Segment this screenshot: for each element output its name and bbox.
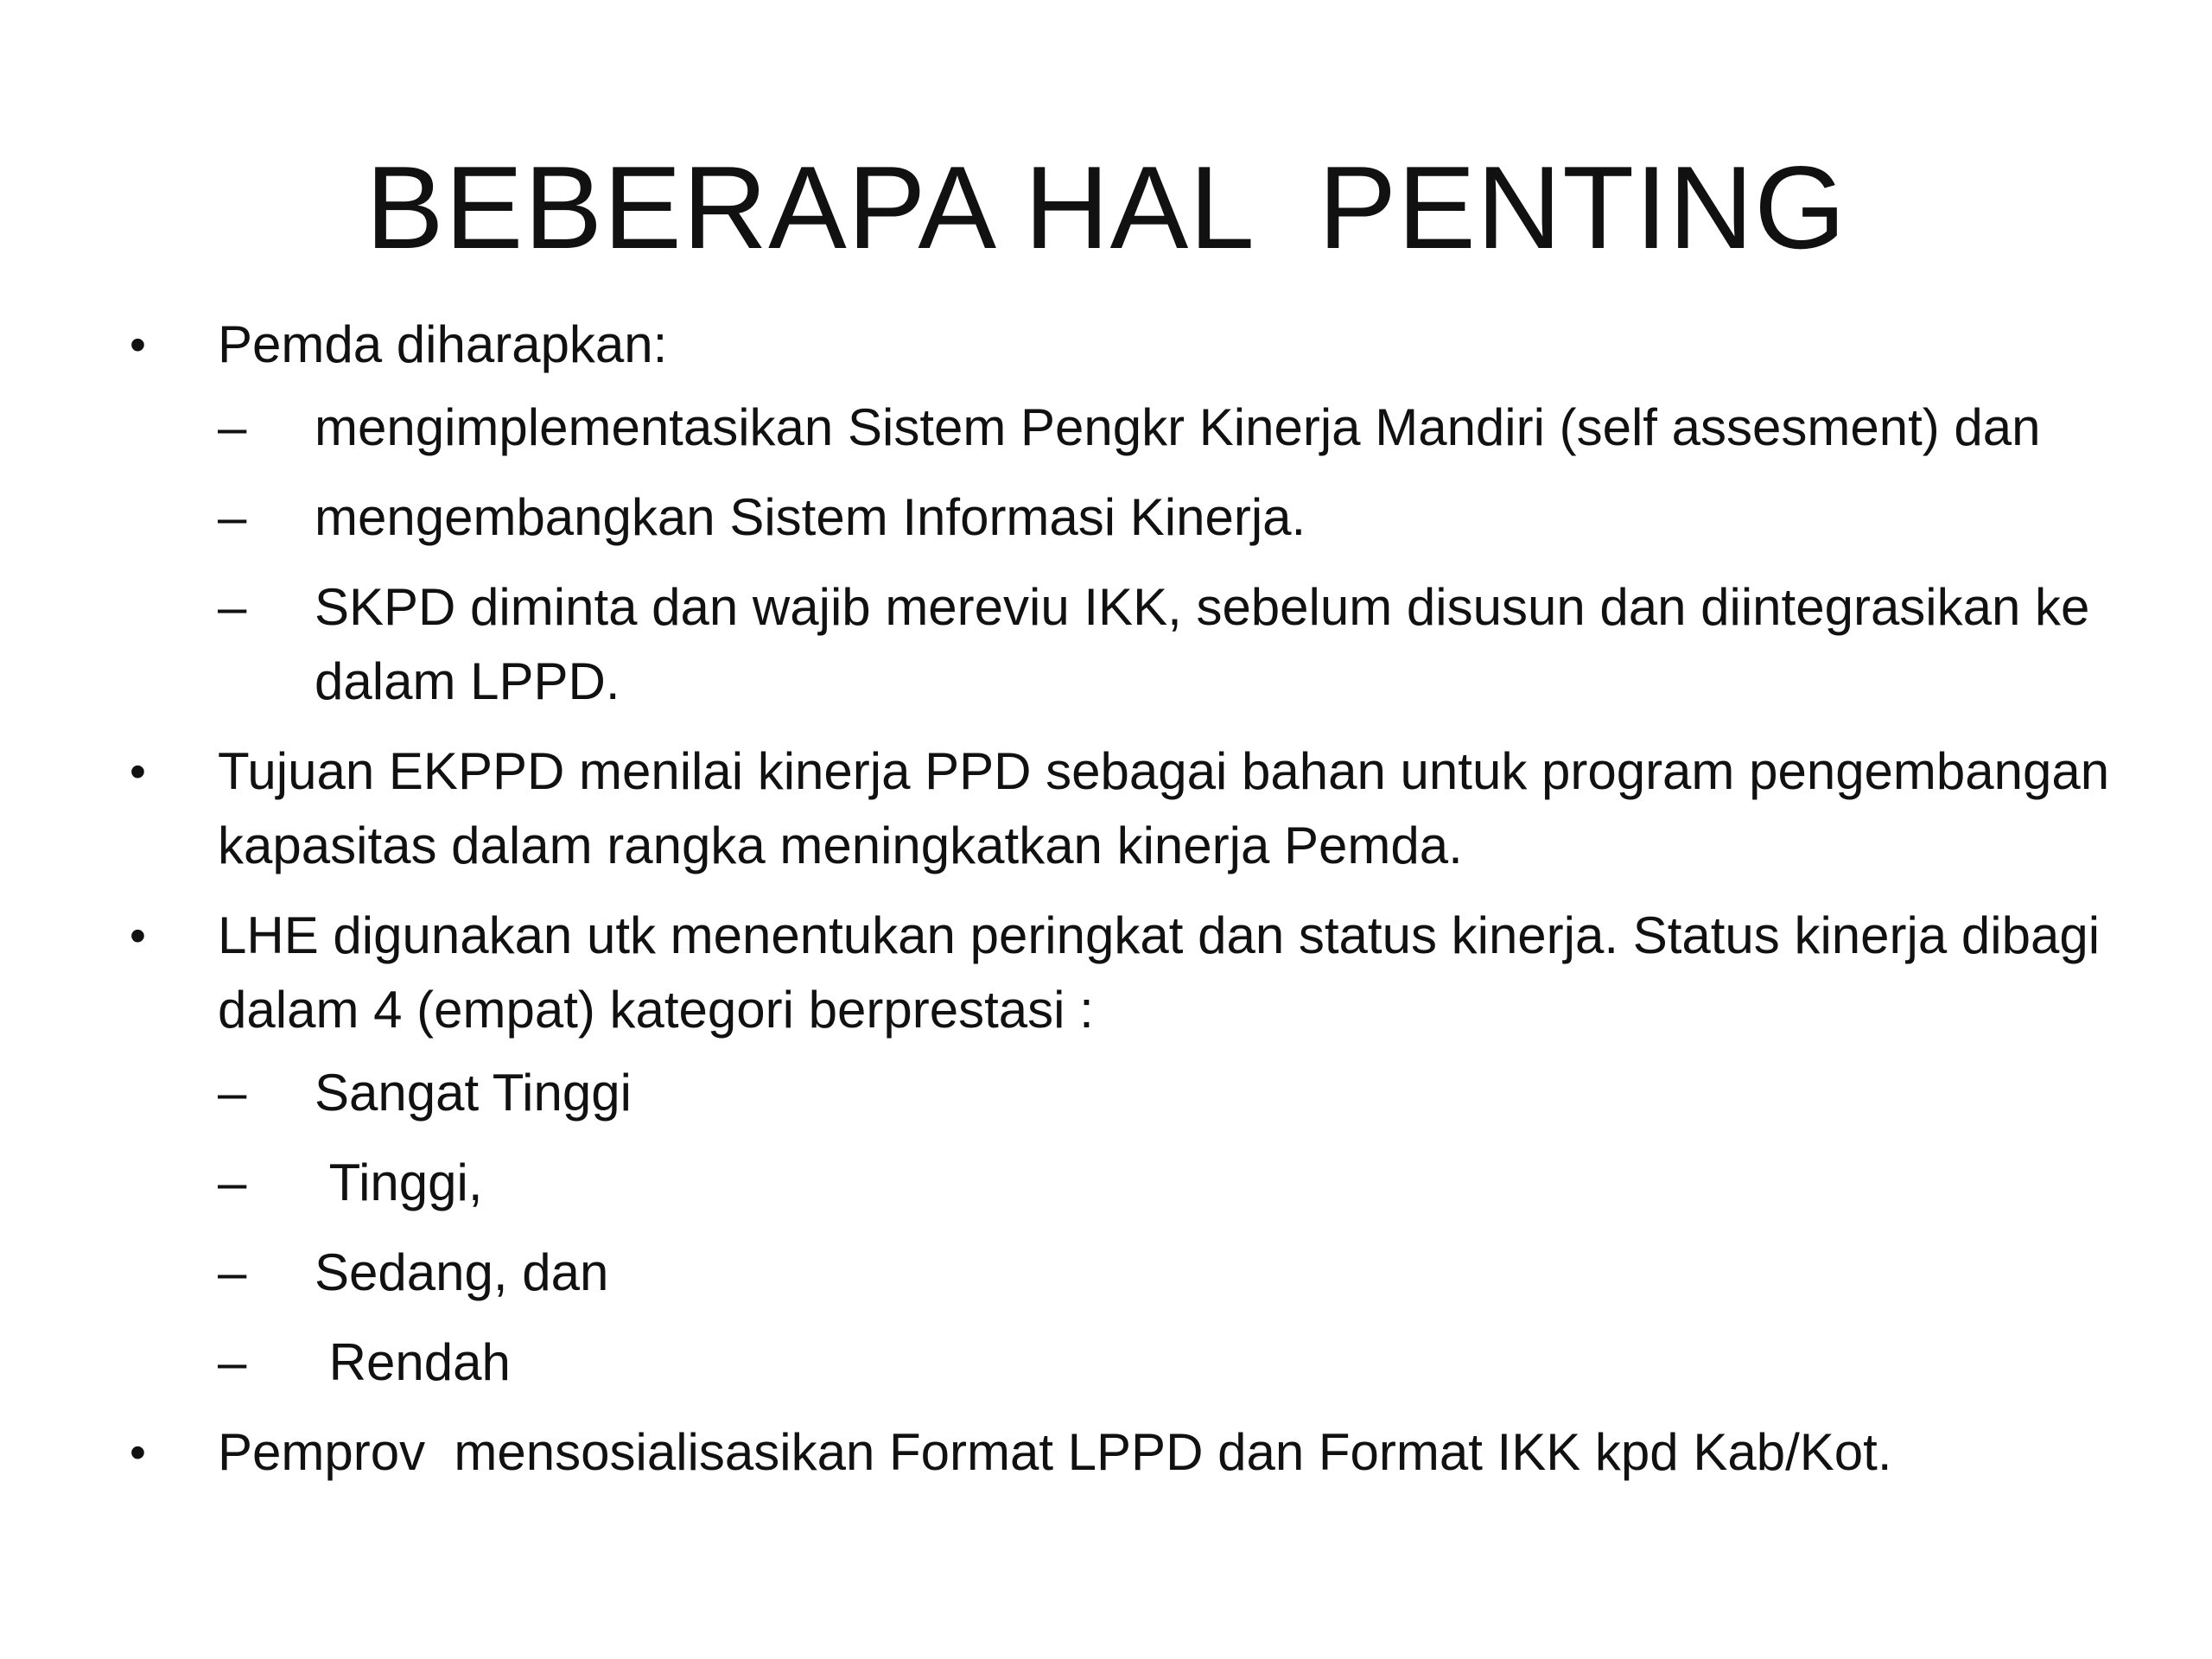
sub-list [218, 1056, 2117, 1400]
dash-icon: – [218, 488, 247, 546]
bullet-icon: • [130, 1427, 146, 1478]
bullet-text: Pemprov mensosialisasikan Format LPPD dan Format IKK kpd Kab/Kot. [218, 1423, 1892, 1481]
sub-item [218, 570, 2117, 719]
bullet-icon: • [130, 746, 146, 798]
dash-icon: – [218, 1243, 247, 1301]
sub-item [218, 480, 2117, 555]
sub-list [218, 391, 2117, 719]
sub-item-text: Tinggi, [315, 1154, 483, 1211]
sub-item-text: Sedang, dan [315, 1243, 609, 1301]
bullet-icon: • [130, 319, 146, 371]
dash-icon: – [218, 398, 247, 456]
sub-item-text: mengimplementasikan Sistem Pengkr Kinerja Mandiri (self assesment) dan [315, 398, 2041, 456]
sub-item-text: Sangat Tinggi [315, 1064, 632, 1122]
bullet-item-pemprov [130, 1415, 2117, 1490]
sub-item [218, 1236, 2117, 1310]
dash-icon: – [218, 1154, 247, 1211]
sub-item [218, 1325, 2117, 1400]
bullet-item-tujuan [130, 734, 2124, 883]
dash-icon: – [218, 1333, 247, 1391]
bullet-text: LHE digunakan utk menentukan peringkat dan status kinerja. Status kinerja dibagi dalam 4 (empat) kategori berprestasi : [218, 906, 2114, 1039]
sub-item [218, 1146, 2117, 1220]
dash-icon: – [218, 578, 247, 636]
bullet-icon: • [130, 910, 146, 962]
bullet-text: Tujuan EKPPD menilai kinerja PPD sebagai bahan untuk program pengembangan kapasitas dalam rangka meningkatkan kinerja Pemda. [218, 742, 2124, 874]
slide-title: BEBERAPA HAL PENTING [365, 142, 1847, 273]
bullet-item-lhe [130, 899, 2117, 1400]
sub-item-text: SKPD diminta dan wajib mereviu IKK, sebelum disusun dan diintegrasikan ke dalam LPPD. [315, 578, 2105, 710]
sub-item-text: mengembangkan Sistem Informasi Kinerja. [315, 488, 1306, 546]
bullet-item-pemda [130, 308, 2117, 719]
dash-icon: – [218, 1064, 247, 1122]
bullet-list [130, 308, 2124, 1490]
sub-item-text: Rendah [315, 1333, 511, 1391]
sub-item [218, 1056, 2117, 1130]
bullet-text: Pemda diharapkan: [218, 315, 668, 373]
sub-item [218, 391, 2117, 465]
